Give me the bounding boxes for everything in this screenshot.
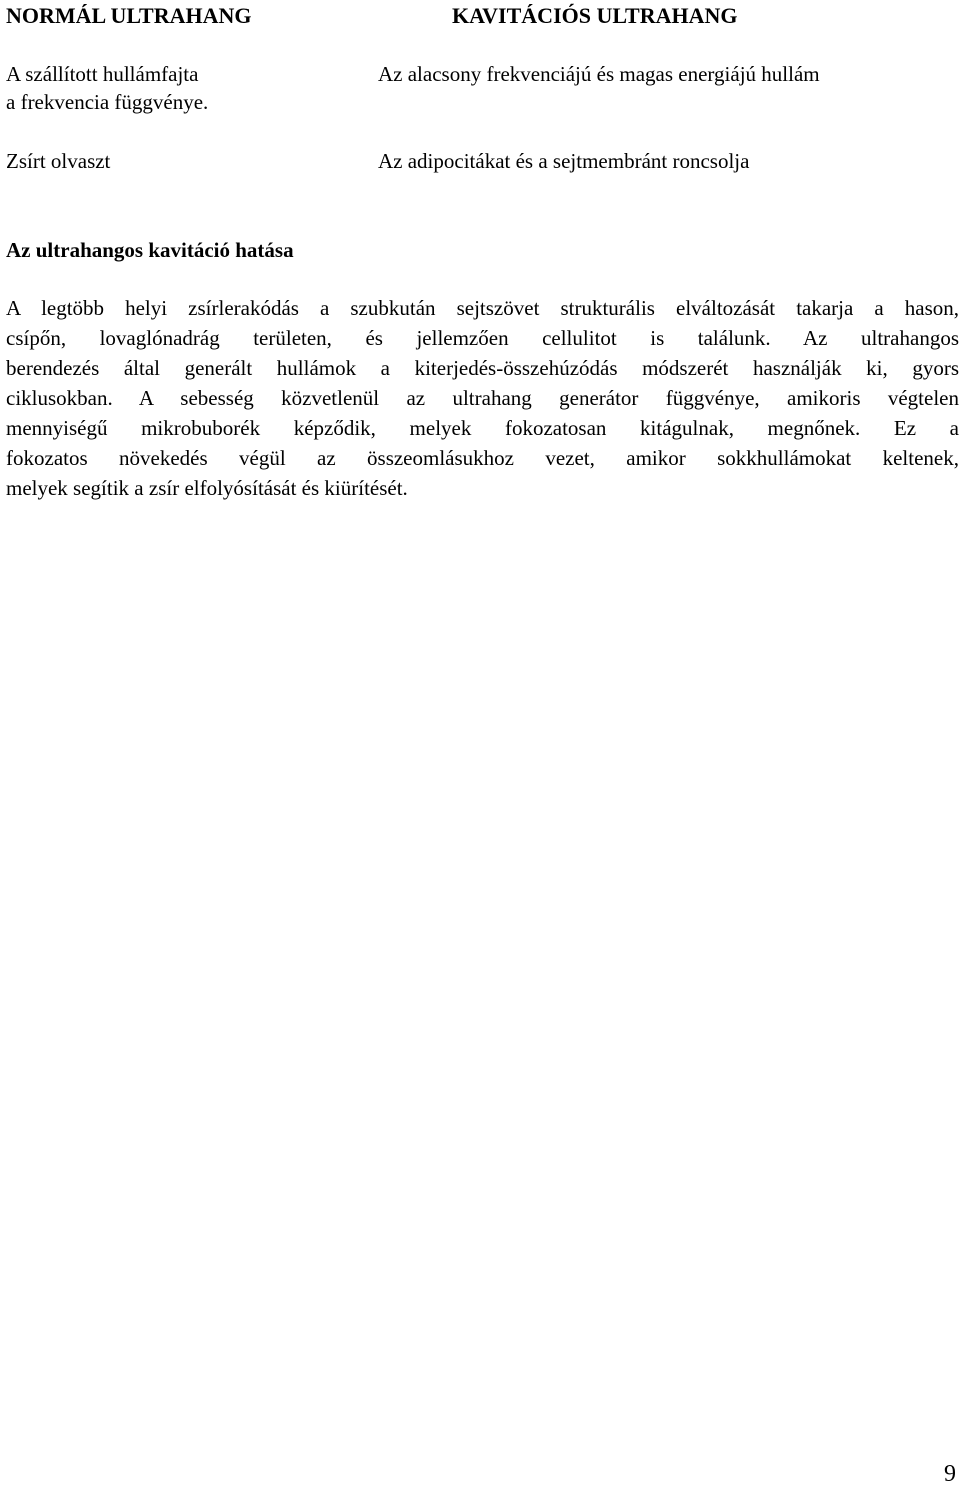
paragraph-line: fokozatos növekedés végül az összeomlásukhoz vezet, amikor sokkhullámokat keltenek, bbox=[6, 446, 959, 470]
row2-left-cell: Zsírt olvaszt bbox=[6, 149, 111, 173]
right-column-header: KAVITÁCIÓS ULTRAHANG bbox=[452, 3, 738, 28]
page-number: 9 bbox=[944, 1461, 956, 1487]
body-paragraph bbox=[6, 293, 959, 503]
left-column-header: NORMÁL ULTRAHANG bbox=[6, 3, 252, 28]
paragraph-line: melyek segítik a zsír elfolyósítását és kiürítését. bbox=[6, 476, 408, 500]
row2-right-cell: Az adipocitákat és a sejtmembránt roncsolja bbox=[378, 149, 750, 173]
paragraph-line: A legtöbb helyi zsírlerakódás a szubkután sejtszövet strukturális elváltozását takarja a hason, bbox=[6, 296, 959, 320]
row1-right-cell: Az alacsony frekvenciájú és magas energiájú hullám bbox=[378, 62, 820, 86]
paragraph-line: csípőn, lovaglónadrág területen, és jellemzően cellulitot is találunk. Az ultrahangos bbox=[6, 326, 959, 350]
section-heading: Az ultrahangos kavitáció hatása bbox=[6, 238, 294, 262]
paragraph-line: mennyiségű mikrobuborék képződik, melyek fokozatosan kitágulnak, megnőnek. Ez a bbox=[6, 416, 959, 440]
paragraph-line: berendezés által generált hullámok a kiterjedés-összehúzódás módszerét használják ki, gyors bbox=[6, 356, 959, 380]
paragraph-line: ciklusokban. A sebesség közvetlenül az ultrahang generátor függvénye, amikoris végtelen bbox=[6, 386, 959, 410]
row1-left-line2: a frekvencia függvénye. bbox=[6, 90, 209, 114]
row1-left-line1: A szállított hullámfajta bbox=[6, 62, 199, 86]
